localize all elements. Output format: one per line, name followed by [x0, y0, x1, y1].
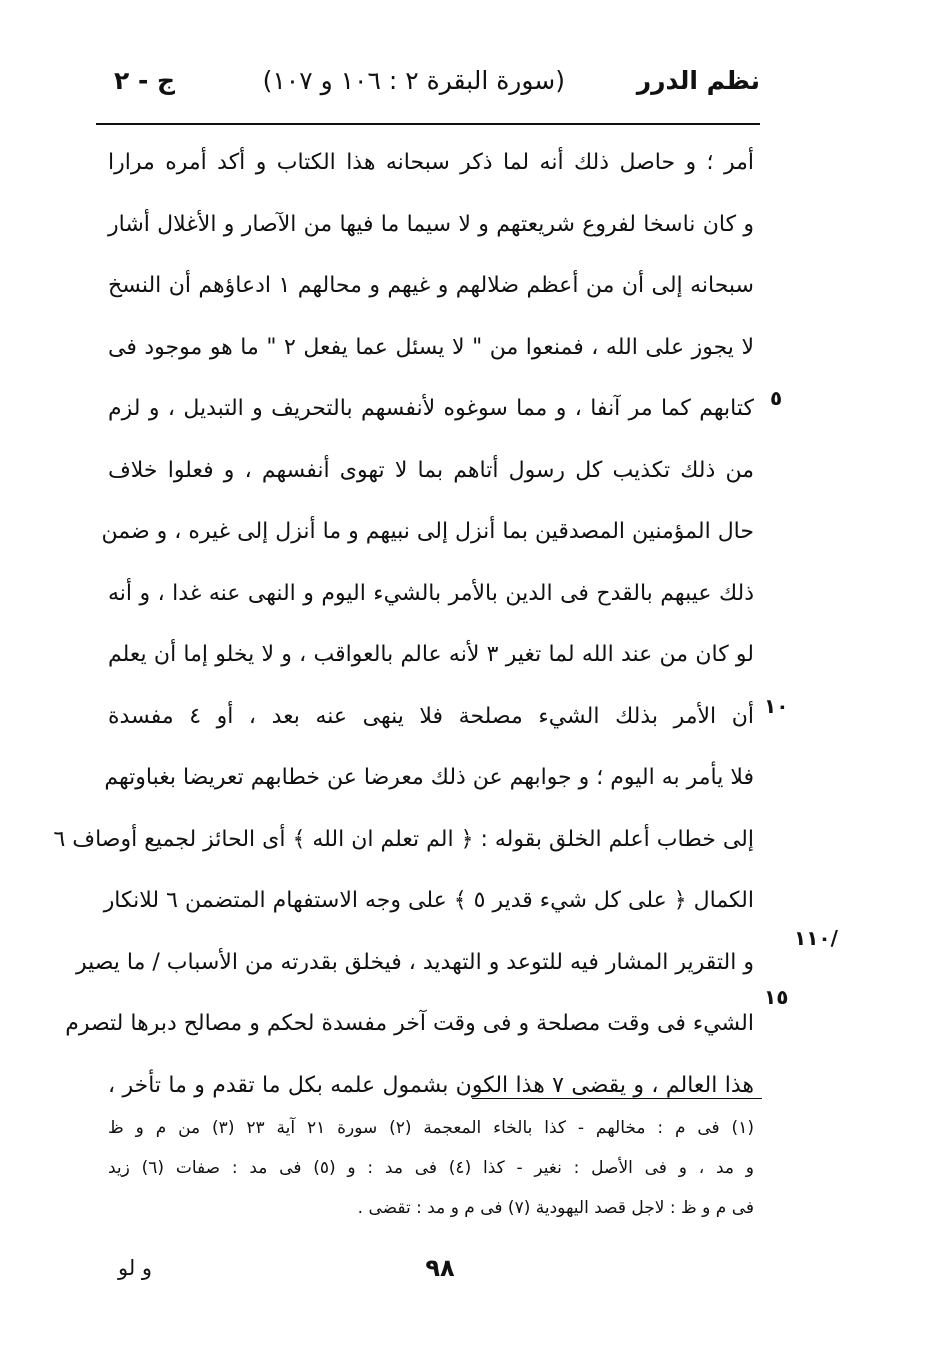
- header-rule: [96, 123, 760, 125]
- catchword: و لو: [118, 1256, 153, 1280]
- text-line: ذلك عيبهم بالقدح فى الدين بالأمر بالشيء اليوم و النهى عنه غدا ، و أنه: [108, 580, 754, 606]
- line-number-5: ٥: [770, 386, 783, 410]
- line-number-10: ١٠: [764, 694, 789, 718]
- text-line: و التقرير المشار فيه للتوعد و التهديد ، فيخلق بقدرته من الأسباب / ما يصير: [75, 949, 754, 975]
- line-number-15: ١٥: [764, 985, 789, 1009]
- footnote-line: فى م و ظ : لاجل قصد اليهودية (٧) فى م و مد : تقضى .: [357, 1198, 754, 1218]
- manuscript-folio-marker: /١١٠: [794, 926, 838, 950]
- text-line: لا يجوز على الله ، فمنعوا من " لا يسئل عما يفعل ٢ " ما هو موجود فى: [108, 334, 754, 360]
- footnote-rule: [472, 1098, 762, 1099]
- footnote-line: (١) فى م : مخالهم - كذا بالخاء المعجمة (٢) سورة ٢١ آية ٢٣ (٣) من م و ظ: [108, 1118, 754, 1138]
- text-line: لو كان من عند الله لما تغير ٣ لأنه عالم بالعواقب ، و لا يخلو إما أن يعلم: [108, 642, 754, 667]
- text-line: فلا يأمر به اليوم ؛ و جوابهم عن ذلك معرضا عن خطابهم تعريضا بغباوتهم: [104, 765, 754, 790]
- main-text: [53, 132, 754, 1116]
- text-line: أن الأمر بذلك الشيء مصلحة فلا ينهى عنه بعد ، أو ٤ مفسدة: [108, 703, 754, 729]
- text-line: هذا العالم ، و يقضى ٧ هذا الكون بشمول علمه بكل ما تقدم و ما تأخر ،: [108, 1072, 754, 1098]
- text-line: الكمال ﴿ على كل شيء قدير ٥ ﴾ على وجه الاستفهام المتضمن ٦ للانكار: [103, 888, 754, 913]
- text-line: الشيء فى وقت مصلحة و فى وقت آخر مفسدة لحكم و مصالح دبرها لتصرم: [65, 1011, 754, 1036]
- volume-label: ج - ٢: [114, 66, 176, 95]
- footnotes: [108, 1108, 754, 1228]
- page-number: ٩٨: [425, 1254, 455, 1282]
- book-title: نظم الدرر: [636, 66, 760, 95]
- surah-reference: (سورة البقرة ٢ : ١٠٦ و ١٠٧): [262, 66, 565, 95]
- footnote-line: و مد ، و فى الأصل : نغير - كذا (٤) فى مد : و (٥) فى مد : صفات (٦) زيد: [108, 1158, 754, 1178]
- text-line: إلى خطاب أعلم الخلق بقوله : ﴿ الم تعلم ان الله ﴾ أى الحائز لجميع أوصاف ٦: [53, 826, 754, 852]
- text-line: أمر ؛ و حاصل ذلك أنه لما ذكر سبحانه هذا الكتاب و أكد أمره مرارا: [108, 150, 754, 175]
- running-head: [100, 66, 760, 114]
- text-line: من ذلك تكذيب كل رسول أتاهم بما لا تهوى أنفسهم ، و فعلوا خلاف: [108, 457, 754, 483]
- text-line: سبحانه إلى أن من أعظم ضلالهم و غيهم و محالهم ١ ادعاؤهم أن النسخ: [108, 273, 754, 298]
- text-line: و كان ناسخا لفروع شريعتهم و لا سيما ما فيها من الآصار و الأغلال أشار: [108, 211, 754, 237]
- text-line: كتابهم كما مر آنفا ، و مما سوغوه لأنفسهم بالتحريف و التبديل ، و لزم: [108, 396, 754, 421]
- text-line: حال المؤمنين المصدقين بما أنزل إلى نبيهم و ما أنزل إلى غيره ، و ضمن: [101, 519, 754, 544]
